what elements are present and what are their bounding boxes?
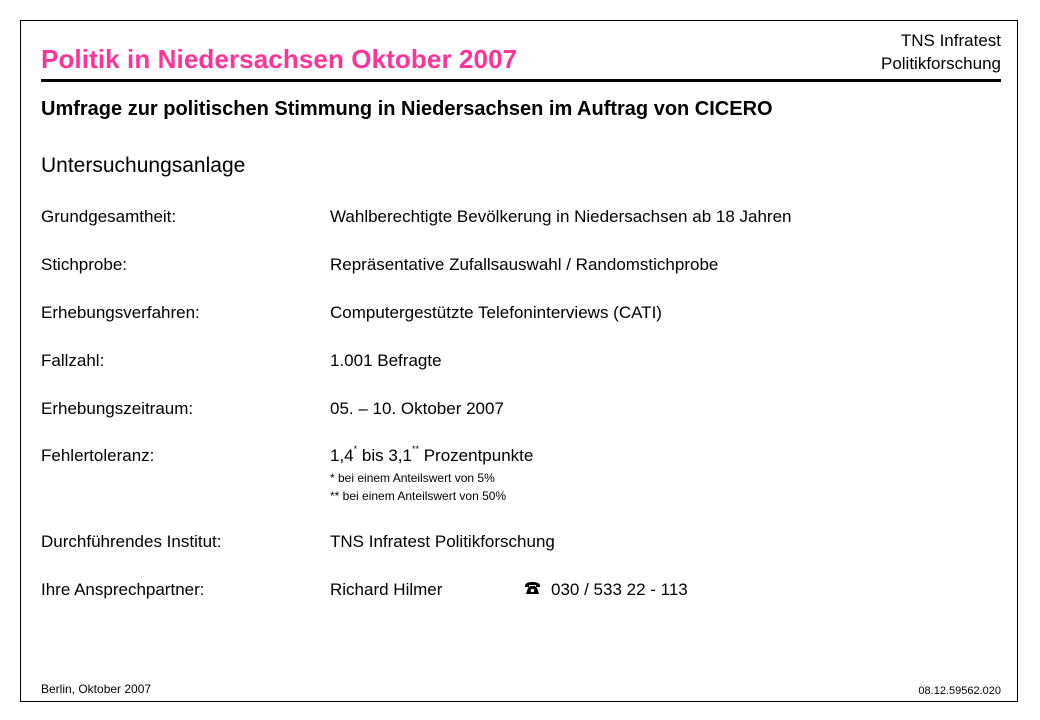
- row-value: Wahlberechtigte Bevölkerung in Niedersachsen ab 18 Jahren: [330, 207, 792, 226]
- row-label: Erhebungsverfahren:: [41, 303, 200, 322]
- footnote-2: ** bei einem Anteilswert von 50%: [330, 489, 507, 503]
- organization-name: TNS Infratest: [900, 31, 1001, 50]
- footer-reference: 08.12.59562.020: [918, 685, 1001, 697]
- tolerance-high: bis 3,1: [357, 446, 412, 465]
- section-title: Untersuchungsanlage: [41, 154, 246, 177]
- row-value: TNS Infratest Politikforschung: [330, 532, 555, 551]
- row-value: [330, 446, 533, 466]
- row-label: Fallzahl:: [41, 351, 105, 370]
- row-label: Erhebungszeitraum:: [41, 399, 194, 418]
- page-subtitle: Umfrage zur politischen Stimmung in Niedersachsen im Auftrag von CICERO: [41, 98, 773, 120]
- header-divider: [41, 79, 1001, 82]
- organization-division: Politikforschung: [880, 54, 1001, 73]
- contact-name: Richard Hilmer: [330, 580, 443, 599]
- row-value: 05. – 10. Oktober 2007: [330, 399, 504, 418]
- row-value: [330, 580, 688, 600]
- footer-date: Berlin, Oktober 2007: [41, 682, 152, 696]
- footnote-marker-1: *: [353, 444, 358, 454]
- contact-phone-number: 030 / 533 22 - 113: [551, 580, 688, 599]
- footnote-marker-2: **: [411, 444, 419, 454]
- contact-phone: [524, 580, 688, 600]
- row-value: 1.001 Befragte: [330, 351, 442, 370]
- row-label: Fehlertoleranz:: [41, 446, 155, 465]
- row-label: Durchführendes Institut:: [41, 532, 222, 551]
- row-label: Ihre Ansprechpartner:: [41, 580, 205, 599]
- row-label: Stichprobe:: [41, 255, 127, 274]
- row-value: Repräsentative Zufallsauswahl / Randomstichprobe: [330, 255, 719, 274]
- page-title: Politik in Niedersachsen Oktober 2007: [41, 44, 518, 74]
- row-value: Computergestützte Telefoninterviews (CATI): [330, 303, 662, 322]
- telephone-icon: [524, 581, 541, 596]
- footnote-1: * bei einem Anteilswert von 5%: [330, 471, 495, 485]
- tolerance-unit: Prozentpunkte: [418, 446, 534, 465]
- organization-label: [881, 29, 1001, 75]
- row-label: Grundgesamtheit:: [41, 207, 177, 226]
- tolerance-low: 1,4: [330, 446, 354, 465]
